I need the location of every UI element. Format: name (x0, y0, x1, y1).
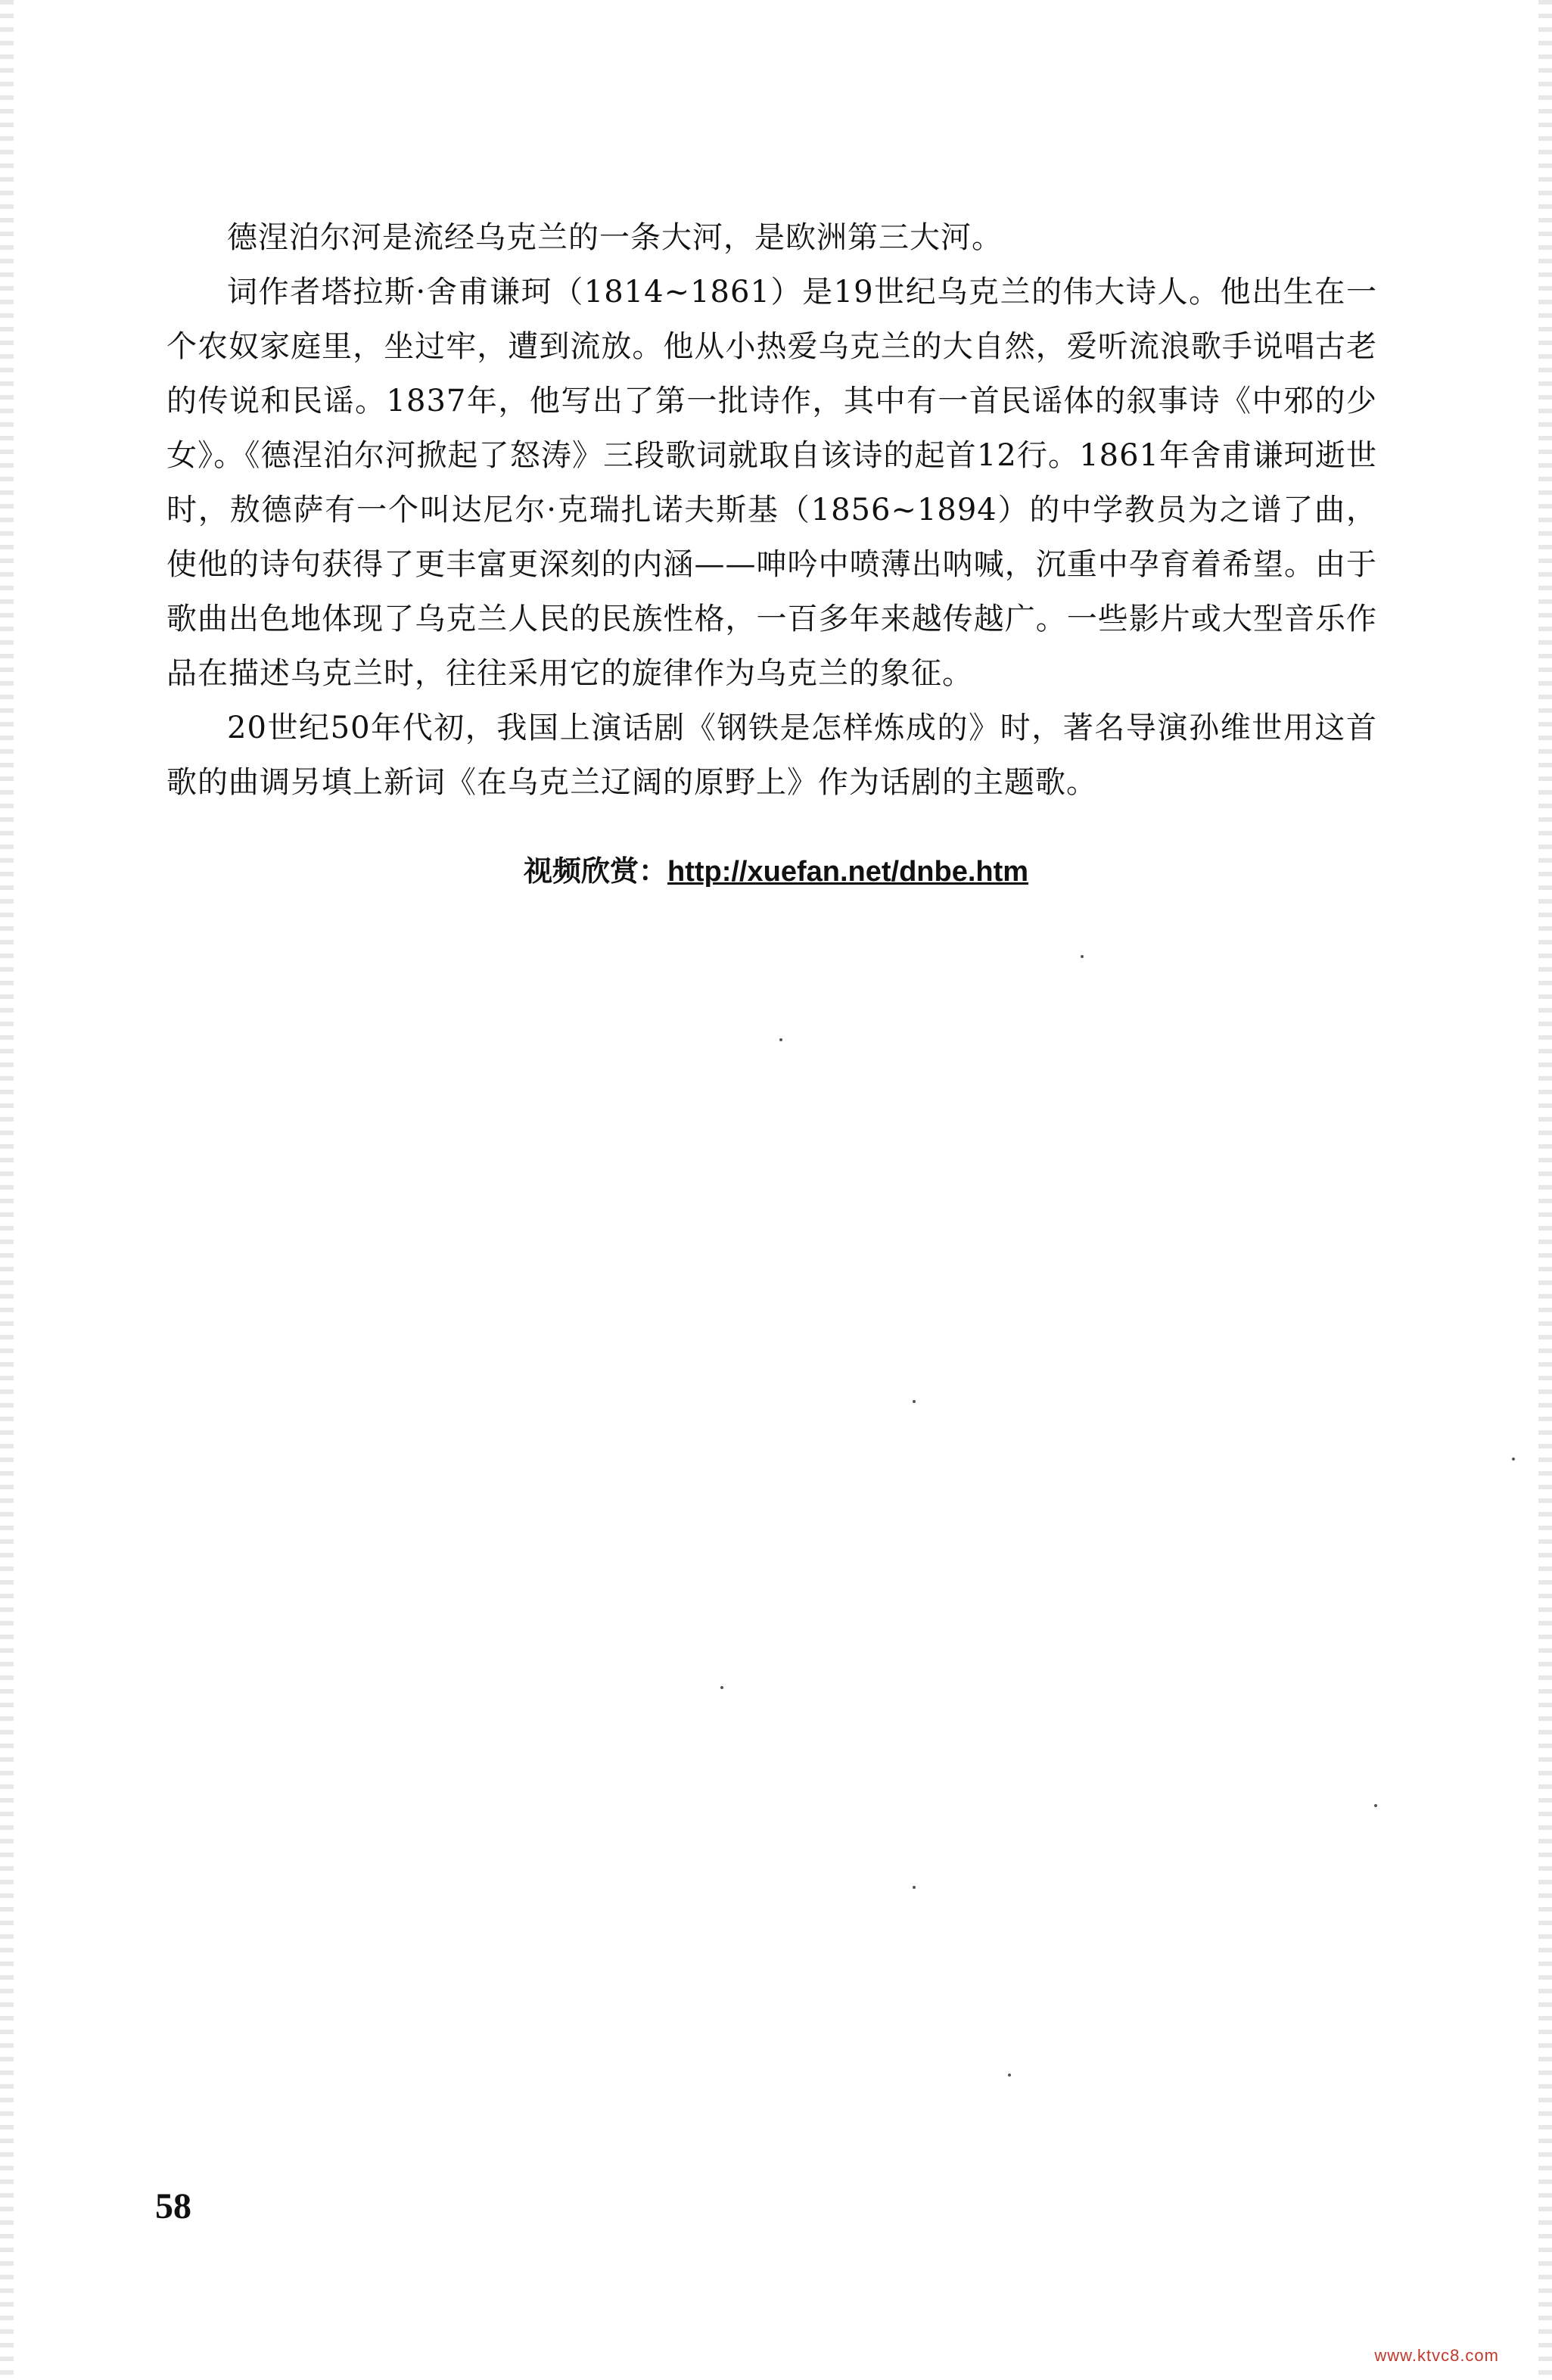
scan-speck (1008, 2074, 1011, 2077)
video-line (0, 851, 1552, 893)
scan-speck (1081, 955, 1084, 958)
scan-speck (1374, 1804, 1377, 1807)
scan-speck (779, 1038, 782, 1041)
body-text (166, 210, 1377, 810)
video-label: 视频欣赏： (523, 856, 667, 888)
scan-speck (1512, 1458, 1515, 1461)
left-page-edge (0, 0, 14, 2380)
scan-speck (913, 1400, 916, 1403)
scan-speck (913, 1886, 916, 1889)
video-link[interactable]: http://xuefan.net/dnbe.htm (667, 856, 1029, 888)
right-page-edge (1538, 0, 1552, 2380)
watermark: www.ktvc8.com (1374, 2346, 1499, 2365)
paragraph-china: 20世纪50年代初，我国上演话剧《钢铁是怎样炼成的》时，著名导演孙维世用这首歌的曲调另填上新词《在乌克兰辽阔的原野上》作为话剧的主题歌。 (166, 711, 1377, 800)
scan-speck (720, 1686, 723, 1689)
paragraph-lyricist: 词作者塔拉斯·舍甫谦珂（1814~1861）是19世纪乌克兰的伟大诗人。他出生在一个农奴家庭里，坐过牢，遭到流放。他从小热爱乌克兰的大自然，爱听流浪歌手说唱古老的传说和民谣。1837年，他写出了第一批诗作，其中有一首民谣体的叙事诗《中邪的少女》。《德涅泊尔河掀起了怒涛》三段歌词就取自该诗的起首12行。1861年舍甫谦珂逝世时，敖德萨有一个叫达尼尔·克瑞扎诺夫斯基（1856~1894）的中学教员为之谱了曲，使他的诗句获得了更丰富更深刻的内涵——呻吟中喷薄出呐喊，沉重中孕育着希望。由于歌曲出色地体现了乌克兰人民的民族性格，一百多年来越传越广。一些影片或大型音乐作品在描述乌克兰时，往往采用它的旋律作为乌克兰的象征。 (166, 275, 1377, 691)
page-number: 58 (155, 2186, 191, 2226)
paragraph-intro: 德涅泊尔河是流经乌克兰的一条大河，是欧洲第三大河。 (227, 220, 1003, 255)
